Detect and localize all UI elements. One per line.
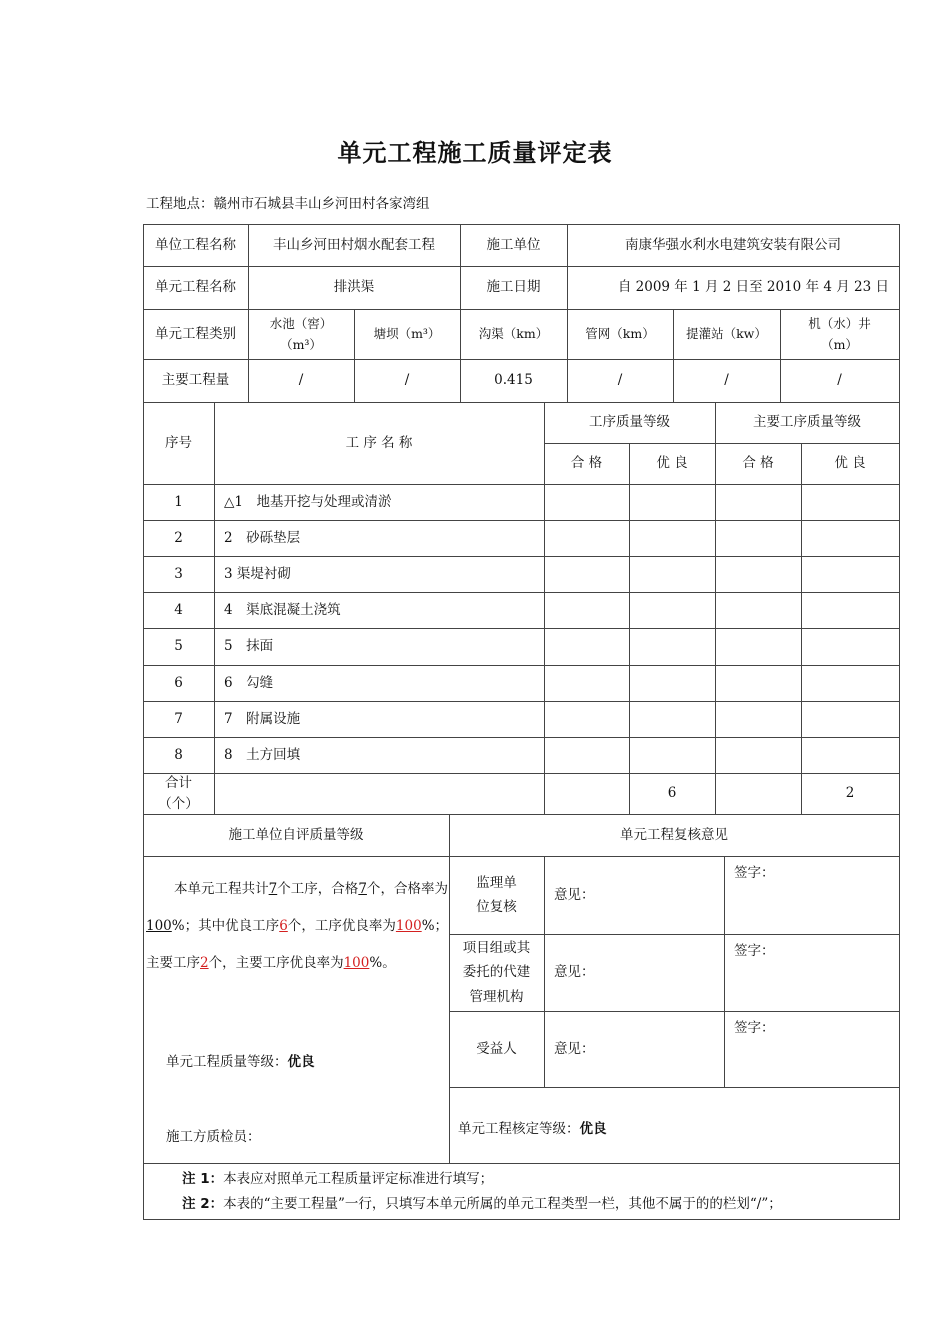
- unit-project-value: 丰山乡河田村烟水配套工程: [273, 236, 435, 253]
- review-opinion: 意见：: [554, 1040, 595, 1057]
- table-row-name: 7 附属设施: [224, 710, 301, 727]
- table-row-seq: 5: [174, 638, 183, 655]
- review-party-beneficiary: 受益人: [476, 1040, 517, 1057]
- quantity-channel: 0.415: [494, 372, 533, 389]
- table-row-seq: 3: [174, 565, 183, 582]
- table-row-name: 3 渠堤衬砌: [224, 565, 291, 582]
- col-name-header: 工 序 名 称: [345, 434, 413, 451]
- table-row-name: 2 砂砾垫层: [224, 529, 301, 546]
- contractor-value: 南康华强水利水电建筑安装有限公司: [625, 236, 841, 253]
- table-row-seq: 8: [174, 746, 183, 763]
- pass-count: 7: [358, 881, 367, 897]
- project-location: 工程地点：赣州市石城县丰山乡河田村各家湾组: [146, 196, 430, 212]
- page-title: 单元工程施工质量评定表: [337, 139, 613, 167]
- location-value: 赣州市石城县丰山乡河田村各家湾组: [213, 196, 430, 212]
- quantity-pump-station: /: [724, 372, 729, 389]
- category-pipe-network: 管网（km）: [585, 326, 655, 342]
- table-row-seq: 6: [174, 674, 183, 691]
- review-party-agency: 项目组或其委托的代建管理机构: [462, 940, 531, 1005]
- main-good-count: 2: [200, 955, 209, 971]
- table-row-name: 5 抹面: [224, 638, 274, 655]
- note-1: 注 1：本表应对照单元工程质量评定标准进行填写；: [182, 1171, 494, 1187]
- category-well: 机（水）井（m）: [808, 315, 871, 352]
- total-label: 合计（个）: [158, 774, 199, 812]
- category-dam: 塘坝（m³）: [373, 326, 441, 342]
- review-party-supervisor: 监理单位复核: [476, 874, 517, 915]
- review-sign: 签字：: [734, 943, 775, 959]
- quantity-label: 主要工程量: [161, 372, 230, 389]
- col-seq-header: 序号: [165, 434, 192, 451]
- contractor-label: 施工单位: [486, 236, 541, 253]
- col-main-good-header: 优 良: [834, 455, 866, 472]
- table-row-name: 4 渠底混凝土浇筑: [224, 601, 341, 618]
- good-rate: 100: [395, 918, 422, 934]
- col-main-grade-header: 主要工序质量等级: [753, 414, 861, 431]
- pass-rate: 100: [146, 918, 172, 934]
- total-good: 6: [667, 785, 677, 802]
- self-eval-header: 施工单位自评质量等级: [228, 826, 364, 843]
- category-channel: 沟渠（km）: [478, 326, 549, 342]
- col-pass-header: 合 格: [570, 455, 603, 472]
- total-count: 7: [268, 881, 278, 897]
- self-eval-summary: 本单元工程共计7个工序，合格7个，合格率为100%；其中优良工序6个，工序优良率为100%；主要工序2个，主要工序优良率为100%。: [146, 881, 449, 971]
- review-sign: 签字：: [734, 1020, 775, 1036]
- quantity-dam: /: [404, 372, 410, 389]
- self-eval-grade: 单元工程质量等级：优良: [166, 1054, 315, 1070]
- total-main-good: 2: [845, 785, 855, 802]
- note-2: 注 2：本表的“主要工程量”一行，只填写本单元所属的单元工程类型一栏，其他不属于的的栏划“/”；: [182, 1196, 782, 1212]
- table-row-name: 6 勾缝: [224, 674, 274, 691]
- inspector-label: 施工方质检员：: [166, 1129, 261, 1145]
- self-eval-grade-value: 优良: [287, 1054, 315, 1070]
- table-row-name: 8 土方回填: [224, 746, 301, 763]
- table-row-seq: 1: [174, 493, 183, 510]
- col-main-pass-header: 合 格: [742, 455, 774, 472]
- review-header: 单元工程复核意见: [620, 826, 728, 843]
- review-sign: 签字：: [734, 865, 775, 881]
- final-grade-value: 优良: [579, 1121, 607, 1137]
- quantity-pipe-network: /: [617, 372, 623, 389]
- date-value: 自 2009 年 1 月 2 日至 2010 年 4 月 23 日: [617, 279, 889, 296]
- element-project-label: 单元工程名称: [155, 279, 236, 296]
- category-label: 单元工程类别: [155, 325, 236, 342]
- main-good-rate: 100: [343, 955, 370, 971]
- element-project-value: 排洪渠: [333, 279, 375, 296]
- col-grade-header: 工序质量等级: [589, 414, 670, 431]
- final-grade: 单元工程核定等级：优良: [458, 1121, 607, 1137]
- quantity-well: /: [837, 372, 842, 389]
- table-row-name: △1 地基开挖与处理或清淤: [224, 493, 392, 510]
- category-pump-station: 提灌站（kw）: [686, 326, 767, 342]
- review-opinion: 意见：: [554, 886, 595, 903]
- col-good-header: 优 良: [656, 455, 688, 472]
- unit-project-label: 单位工程名称: [155, 236, 236, 253]
- date-label: 施工日期: [486, 279, 541, 296]
- good-count: 6: [279, 918, 288, 934]
- table-row-seq: 4: [174, 601, 183, 618]
- table-row-seq: 7: [174, 710, 183, 727]
- review-opinion: 意见：: [554, 964, 595, 981]
- table-row-seq: 2: [174, 529, 183, 546]
- category-pool: 水池（窖）（m³）: [269, 315, 333, 352]
- quantity-pool: /: [298, 372, 304, 389]
